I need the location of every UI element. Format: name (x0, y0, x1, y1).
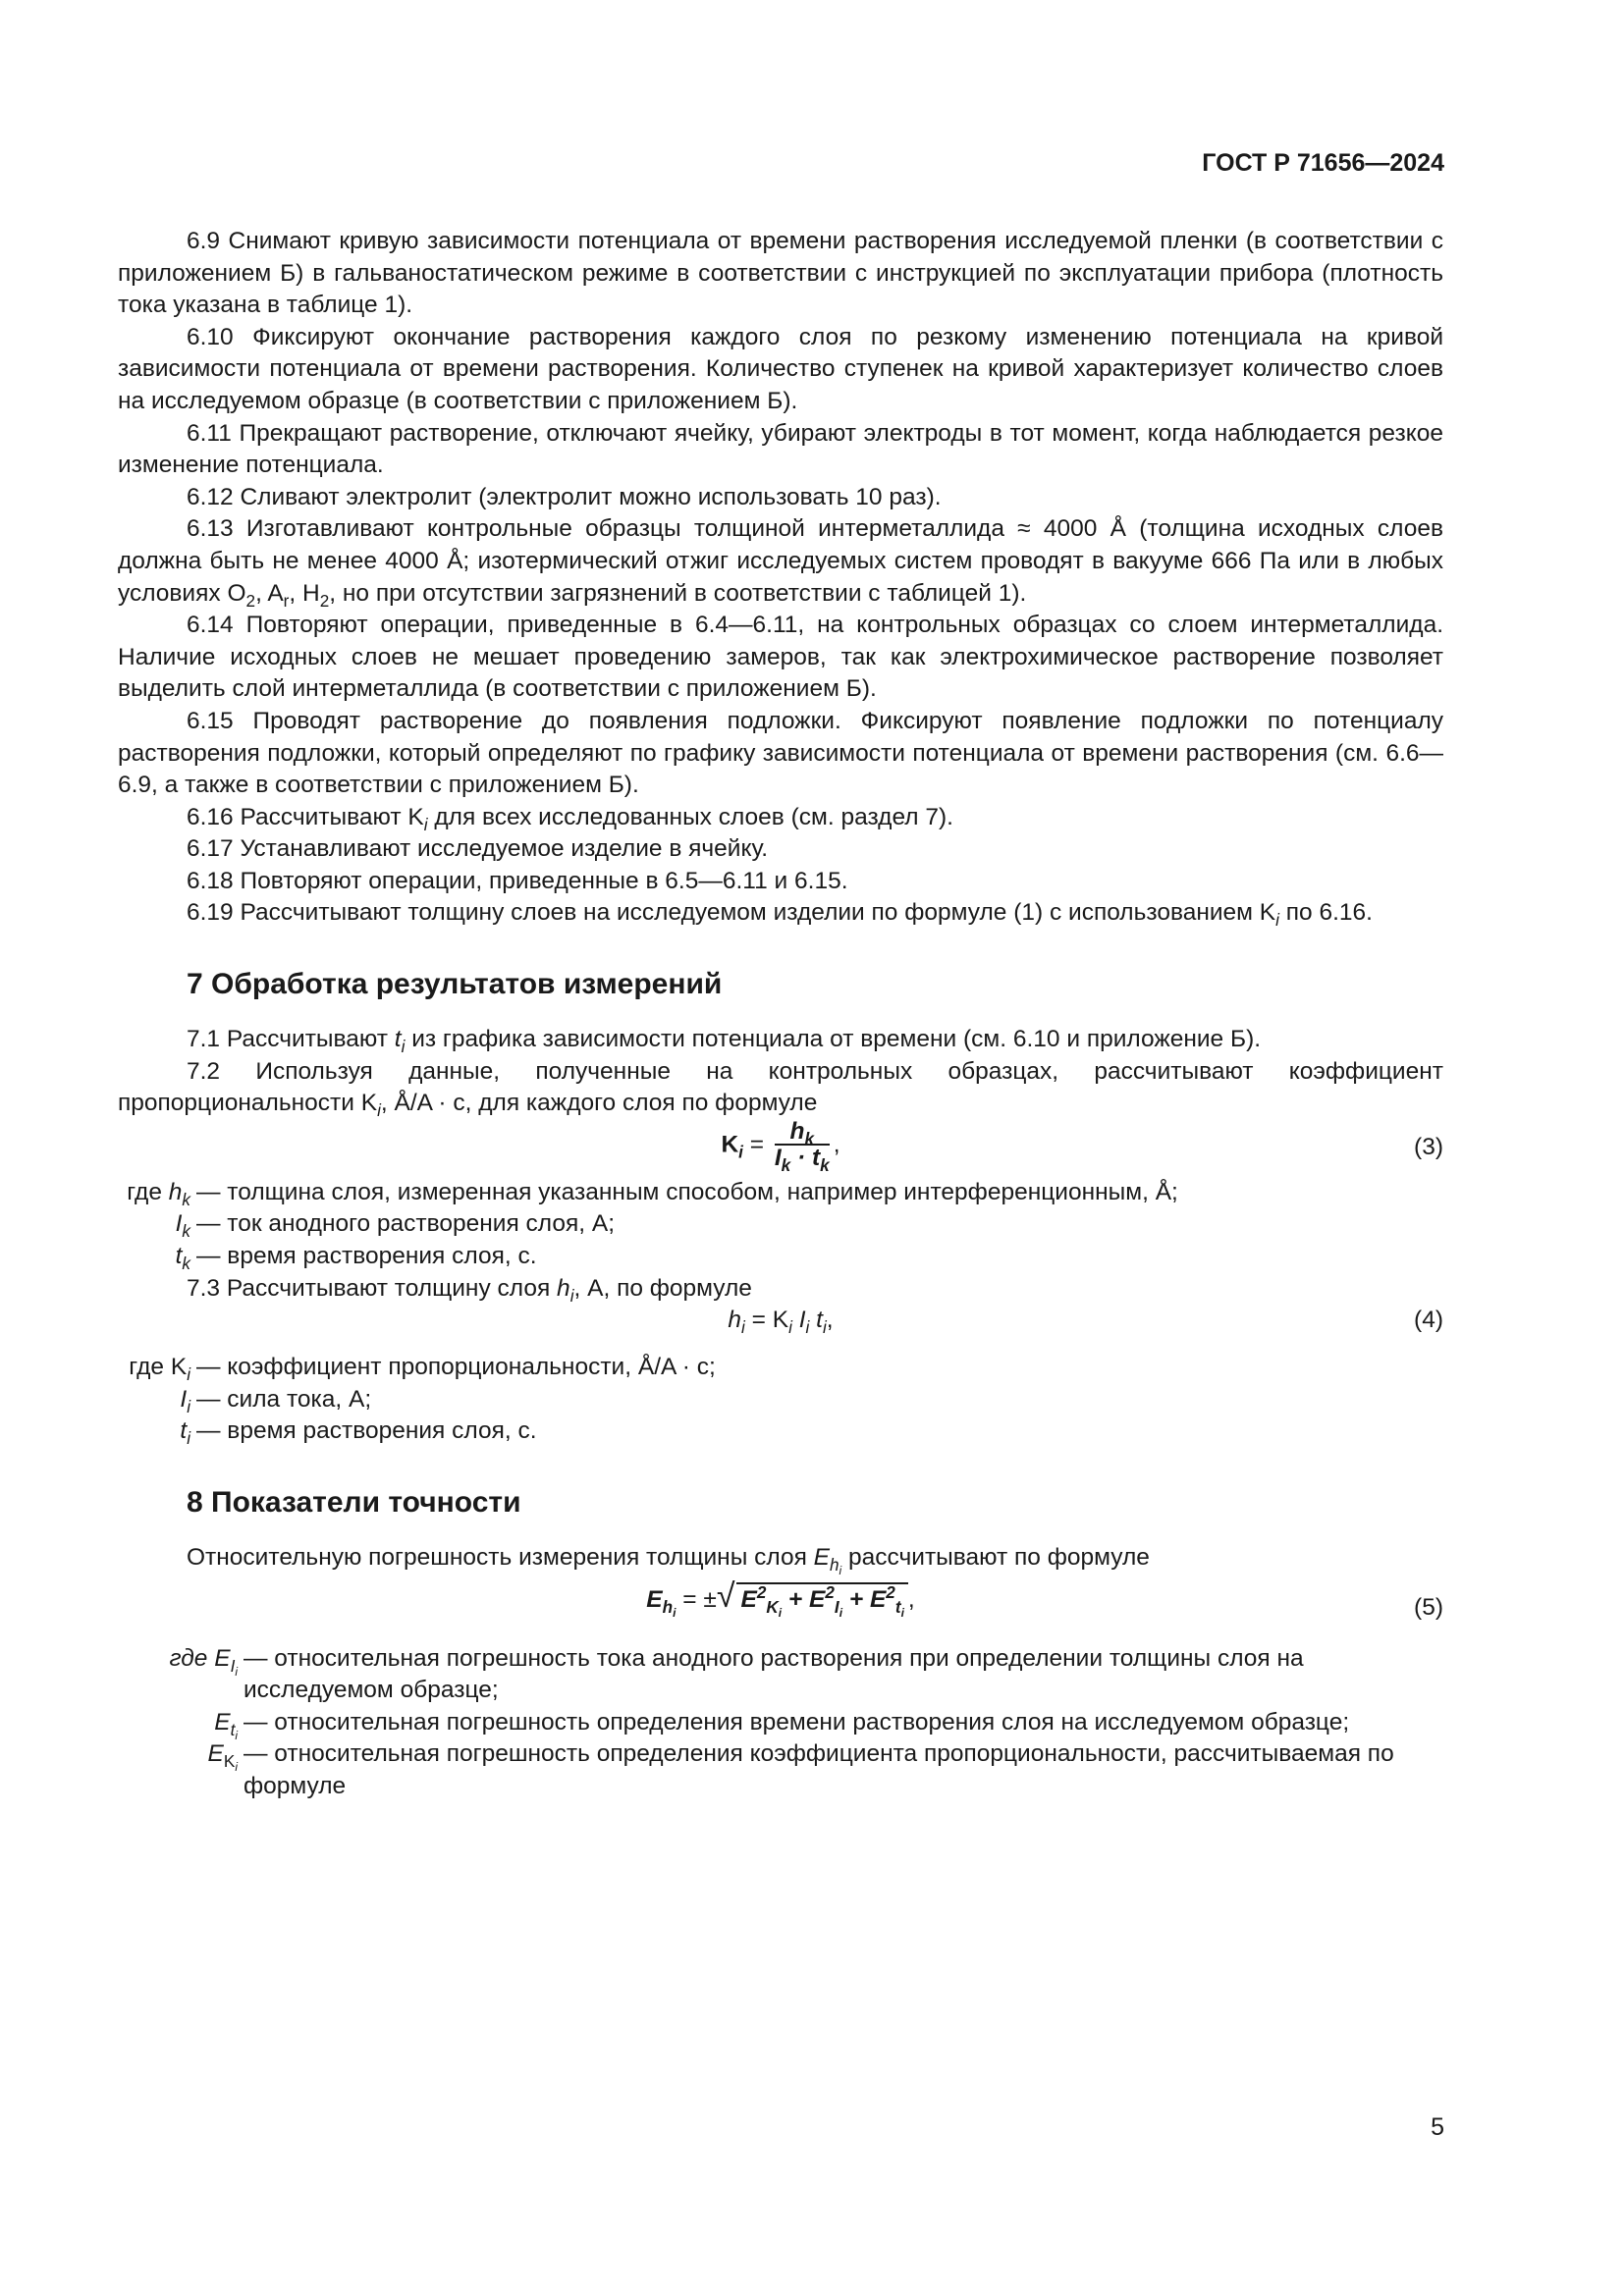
paragraph-6-19: 6.19 Рассчитывают толщину слоев на исследуемом изделии по формуле (1) с использованием $K_i$ по 6.16. (187, 899, 1373, 931)
section-7-title: 7 Обработка результатов измерений (187, 968, 723, 1001)
paragraph-7-2: 7.2 Используя данные, полученные на контрольных образцах, рассчитывают коэффициент пропорциональности $K_i$, Å/A · с, для каждого слоя по формуле (118, 1057, 1443, 1121)
formula-5-expression: $E_{h_i}$ = ±√ $E^2_{K_i} + E^2_{I_i} + E^2_{t_i}$, (646, 1576, 915, 1620)
paragraph-7-3: 7.3 Рассчитывают толщину слоя $h_i$, А, по формуле (187, 1274, 752, 1306)
formula-4 (118, 1305, 1443, 1344)
legend-formula-5: где $E_{I_i}$ — относительная погрешность тока анодного растворения при определении толщины слоя на исследуемом образце; $E_{t_i}$ — относительная погрешность определения времени растворения слоя на исследуемом образце; $E_{K_i}$ — относительная погрешность определения коэффициента пропорциональности, рассчитываемая по формуле (169, 1644, 1394, 1799)
paragraph-6-10: 6.10 Фиксируют окончание растворения каждого слоя по резкому изменению потенциала на кривой зависимости потенциала от времени растворения. Количество ступенек на кривой характеризует количество слоев на исследуемом образце (в соответствии с приложением Б). (118, 323, 1443, 414)
paragraph-7-1: 7.1 Рассчитывают $t_i$ из графика зависимости потенциала от времени (см. 6.10 и приложение Б). (187, 1026, 1262, 1057)
paragraph-6-12: 6.12 Сливают электролит (электролит можно использовать 10 раз). (187, 483, 942, 510)
formula-4-number: (4) (1414, 1307, 1443, 1334)
page-content (118, 226, 1443, 1803)
paragraph-6-11: 6.11 Прекращают растворение, отключают ячейку, убирают электроды в тот момент, когда наблюдается резкое изменение потенциала. (118, 419, 1443, 479)
paragraph-6-9: 6.9 Снимают кривую зависимости потенциала от времени растворения исследуемой пленки (в соответствии с приложением Б) в гальваностатическом режиме в соответствии с инструкцией по эксплуатации прибора (плотность тока указана в таблице 1). (118, 228, 1443, 319)
paragraph-8-intro: Относительную погрешность измерения толщины слоя $E_{h_i}$ рассчитывают по формуле (187, 1544, 1150, 1578)
section-8-title: 8 Показатели точности (187, 1486, 521, 1519)
formula-5 (118, 1576, 1443, 1643)
formula-3 (118, 1117, 1443, 1177)
page-number: 5 (1431, 2113, 1444, 2141)
paragraph-6-13: 6.13 Изготавливают контрольные образцы толщиной интерметаллида ≈ 4000 Å (толщина исходных слоев должна быть не менее 4000 Å; изотермический отжиг исследуемых систем проводят в вакууме 666 Па или в любых условиях $O_2$, $A_r$, $H_2$, но при отсутствии загрязнений в соответствии с таблицей 1). (118, 515, 1443, 611)
paragraph-6-15: 6.15 Проводят растворение до появления подложки. Фиксируют появление подложки по потенциалу растворения подложки, который определяют по графику зависимости потенциала от времени растворения (см. 6.6—6.9, а также в соответствии с приложением Б). (118, 707, 1443, 799)
document-header: ГОСТ Р 71656—2024 (1202, 149, 1444, 177)
paragraph-6-16: 6.16 Рассчитывают $K_i$ для всех исследованных слоев (см. раздел 7). (187, 803, 953, 834)
legend-formula-4: где $K_i$ — коэффициент пропорциональности, Å/A · с; $I_i$ — сила тока, А; $t_i$ — время растворения слоя, с. (129, 1354, 716, 1449)
paragraph-6-18: 6.18 Повторяют операции, приведенные в 6.5—6.11 и 6.15. (187, 867, 848, 894)
formula-5-number: (5) (1414, 1593, 1443, 1621)
formula-3-number: (3) (1414, 1133, 1443, 1160)
paragraph-6-14: 6.14 Повторяют операции, приведенные в 6.4—6.11, на контрольных образцах со слоем интерметаллида. Наличие исходных слоев не мешает проведению замеров, так как электрохимическое растворение позволяет выделить слой интерметаллида (в соответствии с приложением Б). (118, 612, 1443, 703)
legend-formula-3: где $h_k$ — толщина слоя, измеренная указанным способом, например интерференционным, Å; $I_k$ — ток анодного растворения слоя, А; $t_k$ — время растворения слоя, с. (127, 1178, 1178, 1274)
formula-3-expression: $K_i$ = $\frac{h_k}{I_k \cdot t_k}$ , (721, 1117, 840, 1175)
formula-4-expression: $h_i = K_i$ $I_i$ $t_i$, (728, 1307, 834, 1338)
paragraph-6-17: 6.17 Устанавливают исследуемое изделие в ячейку. (187, 835, 769, 863)
